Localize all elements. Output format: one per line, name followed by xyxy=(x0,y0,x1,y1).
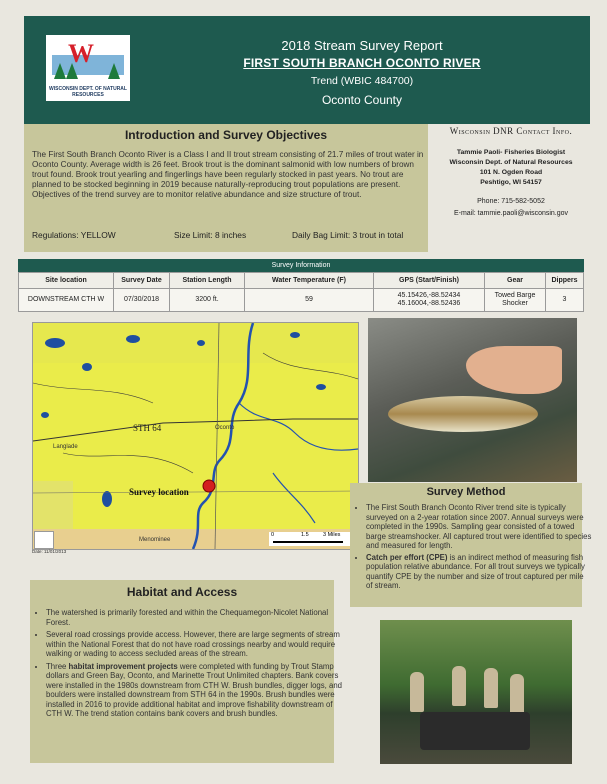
location-map xyxy=(32,322,359,550)
col-temp: Water Temperature (F) xyxy=(245,273,374,289)
intro-title: Introduction and Survey Objectives xyxy=(124,128,328,142)
map-label-survey-location: Survey location xyxy=(129,487,189,497)
map-graphics xyxy=(33,323,358,549)
map-date: Date: 11/01/2013 xyxy=(32,549,67,554)
crew-member xyxy=(410,672,424,712)
method-title: Survey Method xyxy=(426,486,506,498)
cell-gear: Towed Barge Shocker xyxy=(485,289,546,312)
wisconsin-dnr-logo: W WISCONSIN DEPT. OF NATURAL RESOURCES xyxy=(46,35,130,101)
col-date: Survey Date xyxy=(114,273,170,289)
cell-site: DOWNSTREAM CTH W xyxy=(19,289,114,312)
hand-image xyxy=(466,346,562,394)
intro-section xyxy=(24,124,428,252)
habitat-title: Habitat and Access xyxy=(126,585,238,599)
method-list xyxy=(354,503,592,593)
trend-id: Trend (WBIC 484700) xyxy=(310,75,414,87)
crew-member xyxy=(484,668,498,708)
map-scale: 0 1.5 3 Miles xyxy=(269,532,351,546)
county-name: Oconto County xyxy=(321,93,403,107)
col-gps: GPS (Start/Finish) xyxy=(374,273,485,289)
list-item: • Several road crossings provide access. However, there are large segments of stream within the National Forest that do not have road crossings nearby and would require walking or wading to access secluded areas of the stream. xyxy=(46,630,344,659)
col-site: Site location xyxy=(19,273,114,289)
contact-name: Tammie Paoli- Fisheries Biologist xyxy=(456,149,566,156)
survey-method-section xyxy=(350,483,592,607)
cell-date: 07/30/2018 xyxy=(114,289,170,312)
contact-org: Wisconsin Dept. of Natural Resources xyxy=(449,159,573,166)
size-limit: Size Limit: 8 inches xyxy=(174,230,247,240)
map-label-oconto: Oconto xyxy=(215,425,235,431)
survey-crew-photo xyxy=(380,620,572,764)
cell-length: 3200 ft. xyxy=(170,289,245,312)
bag-limit: Daily Bag Limit: 3 trout in total xyxy=(292,230,404,240)
cell-gps: 45.15426,-88.52434 45.16004,-88.52436 xyxy=(374,289,485,312)
logo-text: WISCONSIN DEPT. OF NATURAL RESOURCES xyxy=(49,86,127,98)
list-item: • The First South Branch Oconto River trend site is typically surveyed on a 2-year rotation since 2007. Annual surveys were completed in the 1990s. Sampling gear consisted of a towed barge streamshocker. All captured trout were identified to species and measured for length. xyxy=(366,503,592,551)
contact-title: Wisconsin DNR Contact Info. xyxy=(449,126,573,136)
list-item: • The watershed is primarily forested and within the Chequamegon-Nicolet National Forest. xyxy=(46,608,344,627)
regulations: Regulations: YELLOW xyxy=(32,230,116,240)
survey-table xyxy=(18,272,584,312)
col-gear: Gear xyxy=(485,273,546,289)
contact-email[interactable]: E-mail: tammie.paoli@wisconsin.gov xyxy=(453,210,569,217)
report-title: 2018 Stream Survey Report xyxy=(281,38,443,53)
report-header xyxy=(24,16,590,124)
river-name: FIRST SOUTH BRANCH OCONTO RIVER xyxy=(243,56,481,70)
intro-body: The First South Branch Oconto River is a Class I and II trout stream consisting of 21.7 miles of trout water in Oconto County. Average width is 26 feet. Brook trout is the dominant salmonid with low numbers of brown trout found. Brook trout yearling and fingerlings have been regularly stocked in past years. No trout are planned to be stocked beginning in 2019 because naturally-reproducing trout populations are present. Objectives of the trend survey are to monitor relative abundance and size structure of trout. xyxy=(32,150,424,199)
habitat-section xyxy=(30,580,342,763)
survey-info-header: Survey Information xyxy=(18,259,584,272)
crew-member xyxy=(510,674,524,714)
habitat-list xyxy=(34,608,344,722)
map-label-sth64: STH 64 xyxy=(133,423,162,433)
col-length: Station Length xyxy=(170,273,245,289)
contact-address2: Peshtigo, WI 54157 xyxy=(480,179,542,186)
list-item: • Catch per effort (CPE) is an indirect method of measuring fish population relative abundance. For all trout surveys we typically quantify CPE by the number and size of trout captured per mile of stream. xyxy=(366,553,592,591)
trout-image xyxy=(388,396,538,432)
contact-address1: 101 N. Ogden Road xyxy=(479,169,543,176)
barge-shocker xyxy=(420,712,530,750)
cell-temp: 59 xyxy=(245,289,374,312)
map-label-langlade: Langlade xyxy=(53,444,78,450)
crew-member xyxy=(452,666,466,706)
cell-dippers: 3 xyxy=(546,289,584,312)
list-item: • Three habitat improvement projects were completed with funding by Trout Stamp dollars and Green Bay, Oconto, and Marinette Trout Unlimited chapters. Bank covers were installed in the 1980s downstream from CTH W. Brush bundles, digger logs, and boulders were installed downstream from STH 64 in the 1990s. Brush bundles were installed in 2016 to provide additional habitat and improve fishability downstream of CTH W. The trend station contains bank covers and brush bundles. xyxy=(46,662,344,719)
brook-trout-photo xyxy=(368,318,577,482)
contact-info xyxy=(432,126,590,220)
dnr-mini-logo xyxy=(34,531,54,549)
table-row xyxy=(19,289,584,312)
contact-phone: Phone: 715-582-5052 xyxy=(477,198,545,205)
map-label-menominee: Menominee xyxy=(139,537,171,543)
col-dippers: Dippers xyxy=(546,273,584,289)
